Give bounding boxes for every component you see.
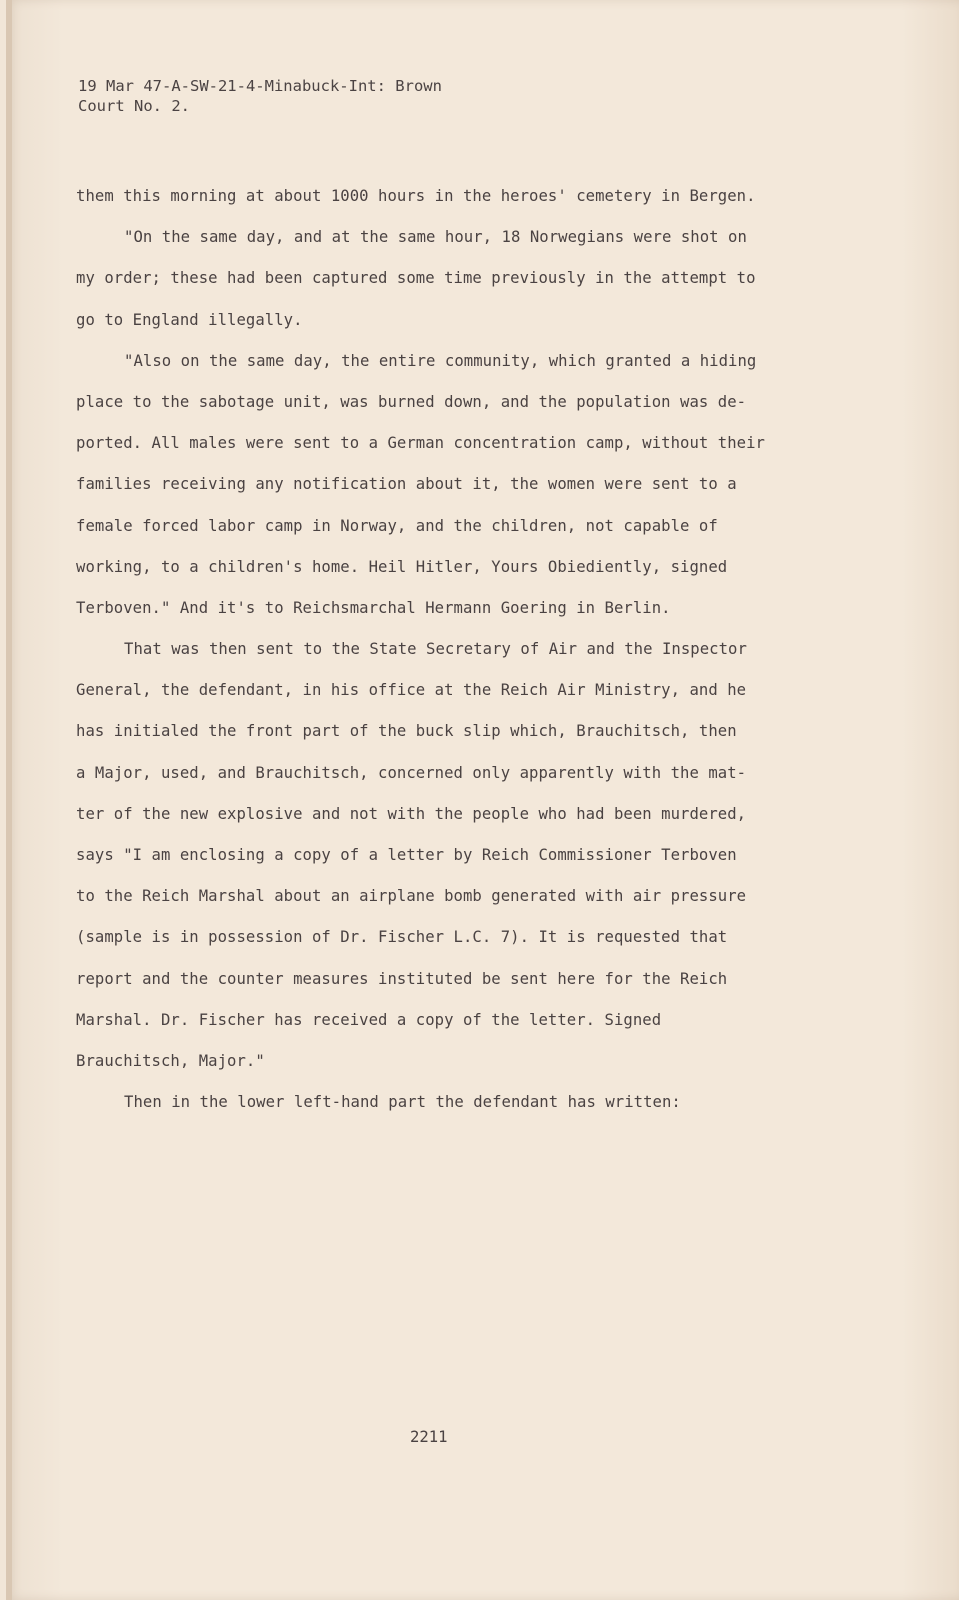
text-line: report and the counter measures instituted be sent here for the Reich (76, 969, 728, 988)
text-line: ter of the new explosive and not with the people who had been murdered, (76, 804, 747, 823)
text-line: "Also on the same day, the entire community, which granted a hiding (124, 351, 757, 370)
header-line-1: 19 Mar 47-A-SW-21-4-Minabuck-Int: Brown (78, 77, 442, 95)
text-line: has initialed the front part of the buck slip which, Brauchitsch, then (76, 722, 737, 741)
document-header (78, 76, 442, 116)
text-line: Terboven." And it's to Reichsmarchal Hermann Goering in Berlin. (76, 598, 671, 617)
text-line: Brauchitsch, Major." (76, 1051, 265, 1070)
page-number: 2211 (410, 1428, 448, 1446)
text-line: my order; these had been captured some time previously in the attempt to (76, 269, 756, 288)
text-line: General, the defendant, in his office at the Reich Air Ministry, and he (76, 681, 747, 700)
text-line: That was then sent to the State Secretary of Air and the Inspector (124, 640, 747, 659)
body-text (76, 176, 836, 1123)
text-line: ported. All males were sent to a German concentration camp, without their (76, 434, 765, 453)
text-line: "On the same day, and at the same hour, 18 Norwegians were shot on (124, 228, 747, 247)
text-line: says "I am enclosing a copy of a letter by Reich Commissioner Terboven (76, 846, 737, 864)
header-line-2: Court No. 2. (78, 97, 190, 115)
text-line: Then in the lower left-hand part the defendant has written: (124, 1093, 681, 1112)
text-line: Marshal. Dr. Fischer has received a copy of the letter. Signed (76, 1010, 662, 1029)
page-edge (6, 0, 12, 1600)
text-line: go to England illegally. (76, 310, 303, 329)
text-line: to the Reich Marshal about an airplane bomb generated with air pressure (76, 887, 747, 906)
text-line: place to the sabotage unit, was burned down, and the population was de- (76, 392, 747, 411)
text-line: female forced labor camp in Norway, and the children, not capable of (76, 516, 718, 535)
text-line: a Major, used, and Brauchitsch, concerned only apparently with the mat- (76, 763, 747, 782)
text-line: them this morning at about 1000 hours in the heroes' cemetery in Bergen. (76, 187, 756, 205)
text-line: families receiving any notification about it, the women were sent to a (76, 475, 737, 494)
text-line: (sample is in possession of Dr. Fischer L.C. 7). It is requested that (76, 928, 728, 947)
text-line: working, to a children's home. Heil Hitler, Yours Obiediently, signed (76, 557, 728, 576)
